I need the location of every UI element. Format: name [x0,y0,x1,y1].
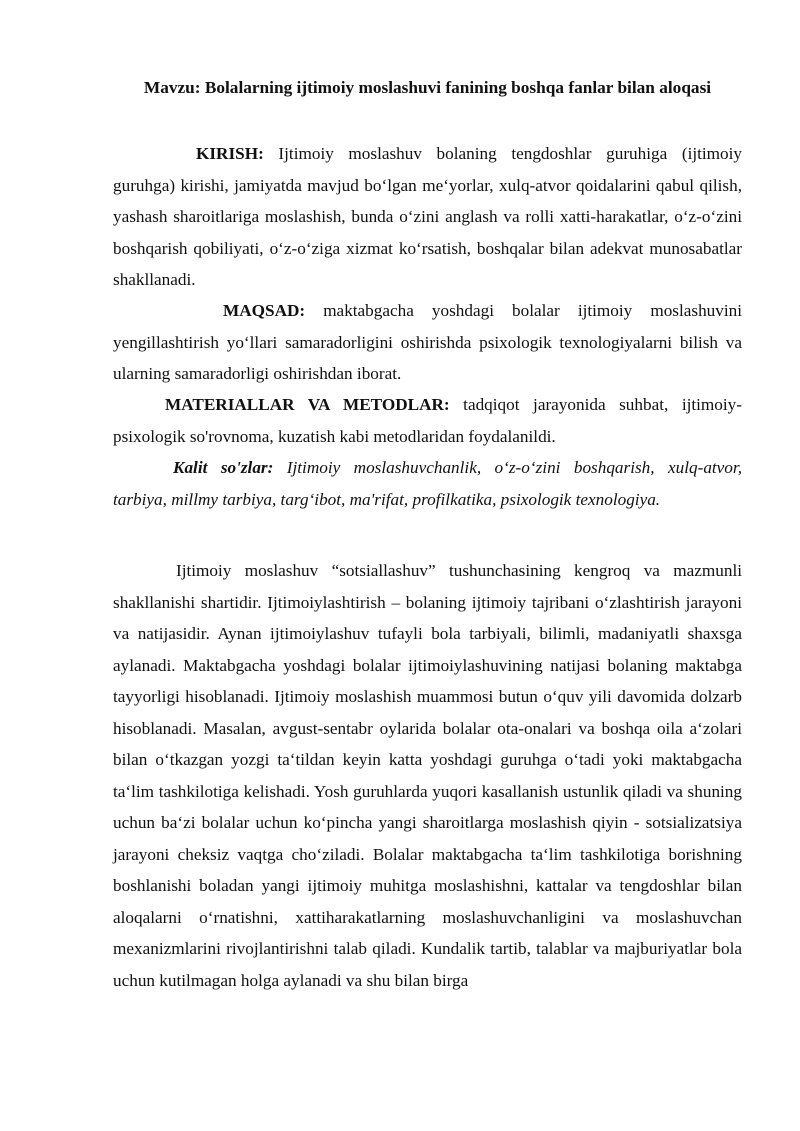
keywords-label: Kalit so'zlar: [173,458,274,477]
kirish-text: Ijtimoiy moslashuv bolaning tengdoshlar guruhiga (ijtimoiy guruhga) kirishi, jamiyatda mavjud bo‘lgan me‘yorlar, xulq-atvor qoidalarini qabul qilish, yashash sharoitlariga moslashish, bunda o‘zini anglash va rolli xatti-harakatlar, o‘z-o‘zini boshqarish qobiliyati, o‘z-o‘ziga xizmat ko‘rsatish, boshqalar bilan adekvat munosabatlar shakllanadi. [113,144,742,289]
kirish-paragraph [113,138,742,296]
maqsad-paragraph [113,295,742,390]
maqsad-label: MAQSAD: [223,301,306,320]
materiallar-text: tadqiqot jarayonida suhbat, ijtimoiy-psixologik so'rovnoma, kuzatish kabi metodlaridan foydalanildi. [113,395,742,446]
materiallar-label: MATERIALLAR VA METODLAR: [165,395,450,414]
keywords-text: Ijtimoiy moslashuvchanlik, o‘z-o‘zini boshqarish, xulq-atvor, tarbiya, millmy tarbiya, targ‘ibot, ma'rifat, profilkatika, psixologik texnologiya. [113,458,742,509]
body-paragraph: Ijtimoiy moslashuv “sotsiallashuv” tushunchasining kengroq va mazmunli shakllanishi shartidir. Ijtimoiylashtirish – bolaning ijtimoiy tajribani o‘zlashtirish jarayoni va natijasidir. Aynan ijtimoiylashuv tufayli bola tarbiyali, bilimli, madaniyatli shaxsga aylanadi. Maktabgacha yoshdagi bolalar ijtimoiylashuvining natijasi bolaning maktabga tayyorligi hisoblanadi. Ijtimoiy moslashish muammosi butun o‘quv yili davomida dolzarb hisoblanadi. Masalan, avgust-sentabr oylarida bolalar ota-onalari va boshqa oila a‘zolari bilan o‘tkazgan yozgi ta‘tildan keyin katta yoshdagi guruhga o‘tadi yoki maktabgacha ta‘lim tashkilotiga kelishadi. Yosh guruhlarda yuqori kasallanish ustunlik qiladi va shuning uchun ba‘zi bolalar uchun ko‘pincha yangi sharoitlarga moslashish qiyin - sotsializatsiya jarayoni cheksiz vaqtga cho‘ziladi. Bolalar maktabgacha ta‘lim tashkilotiga borishning boshlanishi boladan yangi ijtimoiy muhitga moslashishni, kattalar va tengdoshlar bilan aloqalarni o‘rnatishni, xattiharakatlarning moslashuvchanligini va moslashuvchan mexanizmlarini rivojlantirishni talab qiladi. Kundalik tartib, talablar va majburiyatlar bola uchun kutilmagan holga aylanadi va shu bilan birga [113,561,742,990]
page-title: Mavzu: Bolalarning ijtimoiy moslashuvi fanining boshqa fanlar bilan aloqasi [143,78,712,97]
keywords-paragraph [113,452,742,515]
materiallar-paragraph [113,389,742,452]
maqsad-text: maktabgacha yoshdagi bolalar ijtimoiy moslashuvini yengillashtirish yo‘llari samaradorligini oshirishda psixologik texnologiyalarni bilish va ularning samaradorligi oshirishdan iborat. [113,301,742,383]
kirish-label: KIRISH: [196,144,264,163]
